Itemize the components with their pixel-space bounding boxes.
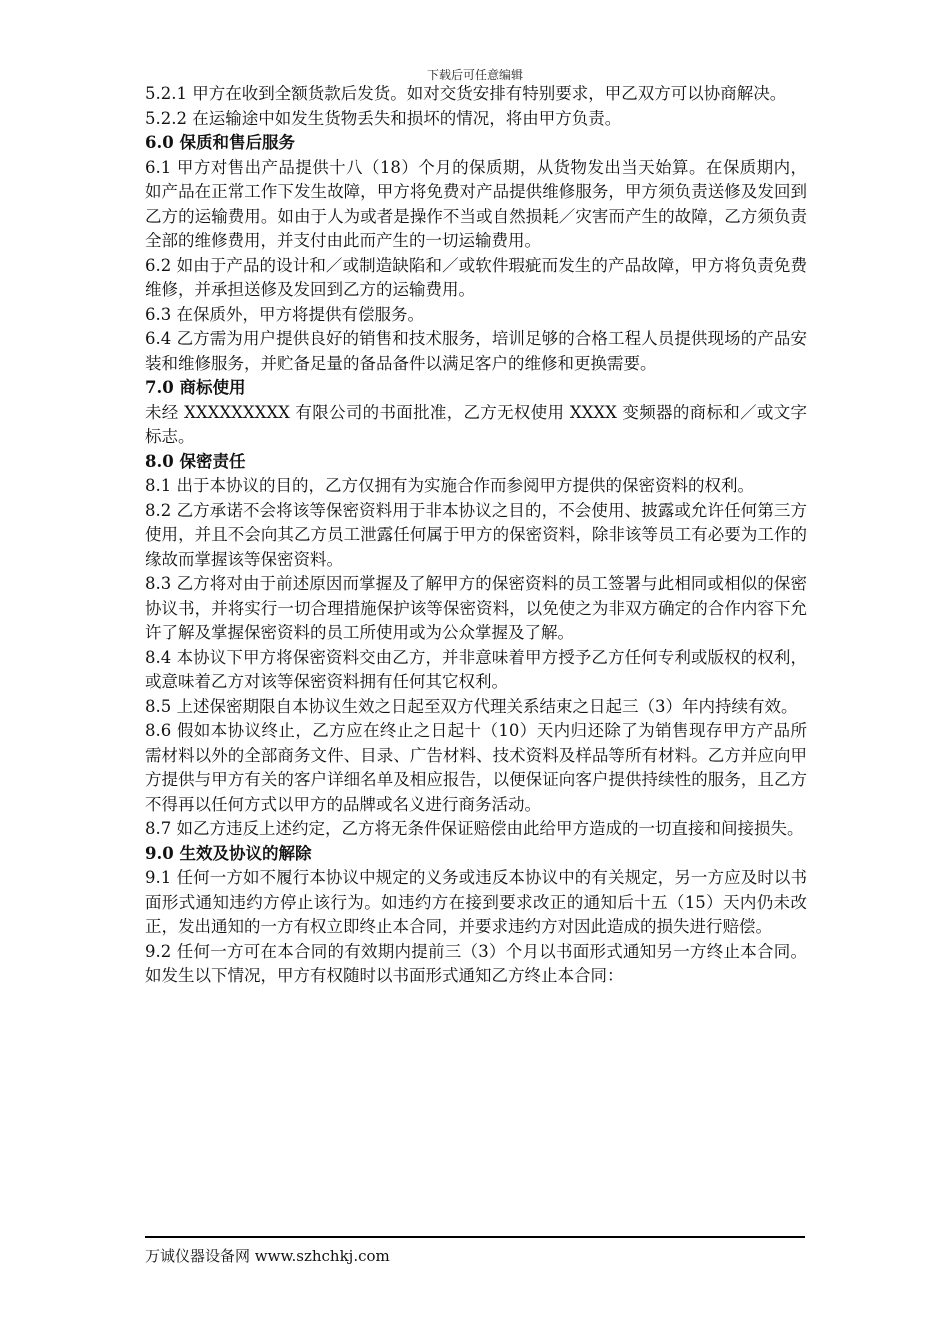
footer-divider <box>145 1236 805 1238</box>
paragraph-8-1: 8.1 出于本协议的目的，乙方仅拥有为实施合作而参阅甲方提供的保密资料的权利。 <box>145 476 754 495</box>
paragraph-8-6: 8.6 假如本协议终止，乙方应在终止之日起十（10）天内归还除了为销售现存甲方产品所需材料以外的全部商务文件、目录、广告材料、技术资料及样品等所有材料。乙方并应向甲方提供与甲方有关的客户详细名单及相应报告，以便保证向客户提供持续性的服务，且乙方不得再以任何方式以甲方的品牌或名义进行商务活动。 <box>145 721 807 814</box>
paragraph-9-1: 9.1 任何一方如不履行本协议中规定的义务或违反本协议中的有关规定，另一方应及时以书面形式通知违约方停止该行为。如违约方在接到要求改正的通知后十五（15）天内仍未改正，发出通知的一方有权立即终止本合同，并要求违约方对因此造成的损失进行赔偿。 <box>145 868 807 936</box>
page-header-note: 下载后可任意编辑 <box>426 68 523 82</box>
paragraph-5-2-1: 5.2.1 甲方在收到全额货款后发货。如对交货安排有特别要求，甲乙双方可以协商解决。 <box>145 84 787 103</box>
section-heading-8: 8.0 保密责任 <box>145 451 246 471</box>
section-heading-9: 9.0 生效及协议的解除 <box>145 843 312 863</box>
paragraph-8-7: 8.7 如乙方违反上述约定，乙方将无条件保证赔偿由此给甲方造成的一切直接和间接损失。 <box>145 819 804 838</box>
paragraph-8-2: 8.2 乙方承诺不会将该等保密资料用于非本协议之目的，不会使用、披露或允许任何第三方使用，并且不会向其乙方员工泄露任何属于甲方的保密资料，除非该等员工有必要为工作的缘故而掌握该等保密资料。 <box>145 500 807 569</box>
document-body <box>145 82 807 989</box>
paragraph-8-5: 8.5 上述保密期限自本协议生效之日起至双方代理关系结束之日起三（3）年内持续有效。 <box>145 696 798 716</box>
page-footer: 万诚仪器设备网 www.szhchkj.com <box>145 1247 390 1265</box>
paragraph-6-3: 6.3 在保质外，甲方将提供有偿服务。 <box>145 304 424 324</box>
paragraph-8-4: 8.4 本协议下甲方将保密资料交由乙方，并非意味着甲方授予乙方任何专利或版权的权利，或意味着乙方对该等保密资料拥有任何其它权利。 <box>145 647 807 691</box>
paragraph-9-2: 9.2 任何一方可在本合同的有效期内提前三（3）个月以书面形式通知另一方终止本合同。如发生以下情况，甲方有权随时以书面形式通知乙方终止本合同： <box>145 941 807 985</box>
paragraph-5-2-2: 5.2.2 在运输途中如发生货物丢失和损坏的情况，将由甲方负责。 <box>145 108 622 128</box>
paragraph-6-2: 6.2 如由于产品的设计和／或制造缺陷和／或软件瑕疵而发生的产品故障，甲方将负责免费维修，并承担送修及发回到乙方的运输费用。 <box>145 255 807 299</box>
paragraph-8-3: 8.3 乙方将对由于前述原因而掌握及了解甲方的保密资料的员工签署与此相同或相似的保密协议书，并将实行一切合理措施保护该等保密资料，以免使之为非双方确定的合作内容下允许了解及掌握保密资料的员工所使用或为公众掌握及了解。 <box>145 574 807 642</box>
paragraph-7-body: 未经 XXXXXXXXX 有限公司的书面批准，乙方无权使用 XXXX 变频器的商标和／或文字标志。 <box>145 402 807 446</box>
section-heading-7: 7.0 商标使用 <box>145 378 246 397</box>
section-heading-6: 6.0 保质和售后服务 <box>145 133 295 152</box>
paragraph-6-4: 6.4 乙方需为用户提供良好的销售和技术服务，培训足够的合格工程人员提供现场的产品安装和维修服务，并贮备足量的备品备件以满足客户的维修和更换需要。 <box>145 329 807 373</box>
paragraph-6-1: 6.1 甲方对售出产品提供十八（18）个月的保质期，从货物发出当天始算。在保质期内，如产品在正常工作下发生故障，甲方将免费对产品提供维修服务，甲方须负责送修及发回到乙方的运输费用。如由于人为或者是操作不当或自然损耗／灾害而产生的故障，乙方须负责全部的维修费用，并支付由此而产生的一切运输费用。 <box>145 157 807 250</box>
